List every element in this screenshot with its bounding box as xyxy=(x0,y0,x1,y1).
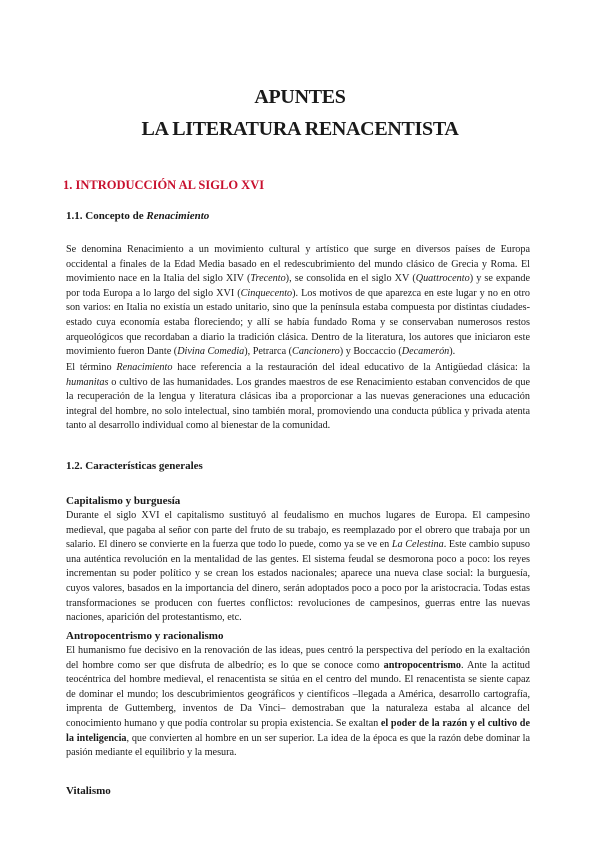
text-run-italic: La Celestina xyxy=(391,539,444,551)
paragraph-renacimiento-definicion xyxy=(66,243,530,360)
text-run-italic: Trecento xyxy=(250,273,286,285)
text-run: . Este cambio supuso una auténtica revolución en la mentalidad de las gentes. El sistema feudal se desmorona poco a poco: los reyes incrementan su poder político y se crean los estados nacionales; aparece una nueva clase social: la burguesía, cuyos valores, basados en la importancia del dinero, serán adoptados poco a poco por la aristocracia. Todas estas transformaciones se producen con fuertes conflictos: revoluciones de campesinos, guerras entre las nuevas naciones, aparición del protestantismo, etc. xyxy=(66,539,530,624)
text-run-italic: Divina Comedia xyxy=(177,346,245,358)
section-heading-introduccion: 1. INTRODUCCIÓN AL SIGLO XVI xyxy=(63,178,265,192)
subsection-heading-italic: Renacimiento xyxy=(146,210,210,222)
text-run: Se denomina Renacimiento a un movimiento cultural y artístico que surge en diversos países de Europa occidental a finales de la Edad Media basado en el redescubrimiento del mundo clásico de Grecia y Roma. El movimiento nace en la Italia del siglo XIV ( xyxy=(66,244,530,285)
document-title-line2: LA LITERATURA RENACENTISTA xyxy=(141,118,459,140)
heading-antropocentrismo: Antropocentrismo y racionalismo xyxy=(66,630,224,642)
text-run-italic: humanitas xyxy=(66,376,109,388)
text-run: El humanismo fue decisivo en la renovación de las ideas, pues centró la perspectiva del período en la exaltación del hombre como ser que disfruta de albedrío; es lo que se conoce como xyxy=(66,645,530,671)
text-run-bold: antropocentrismo xyxy=(383,659,461,671)
text-run: ) y se expande por toda Europa a lo largo del siglo XVI ( xyxy=(66,273,530,299)
text-run-italic: Cinquecento xyxy=(240,287,293,299)
text-run: ). xyxy=(449,346,456,358)
paragraph-antropocentrismo xyxy=(66,644,530,761)
heading-vitalismo: Vitalismo xyxy=(66,785,111,797)
text-run: ), Petrarca ( xyxy=(244,346,293,358)
heading-capitalismo: Capitalismo y burguesía xyxy=(66,495,181,507)
text-run: ), se consolida en el siglo XV ( xyxy=(285,273,416,285)
text-run: o cultivo de las humanidades. Los grandes maestros de ese Renacimiento estaban convencidos de que la recuperación de la lengua y literatura clásicas iba a proporcionar a las nuevas generaciones una educación integral del hombre, no solo intelectual, sino también moral, promoviendo una conducta pública y privada atenta tanto al desarrollo individual como al bienestar de la comunidad. xyxy=(66,376,530,432)
text-run: El término xyxy=(66,362,117,373)
text-run: ) y Boccaccio ( xyxy=(339,346,402,358)
text-run-italic: Cancionero xyxy=(292,346,340,358)
paragraph-capitalismo xyxy=(66,509,530,626)
subsection-heading-caracteristicas: 1.2. Características generales xyxy=(66,460,203,472)
text-run: . Ante la actitud teocéntrica del hombre medieval, el renacentista se sitúa en el centro del mundo. El renacentista se siente capaz de dominar el mundo; los descubrimientos geográficos y científicos –llegada a América, desarrollo cartografía, imprenta de Guttemberg, inventos de Da Vinci– demostraban que la naturaleza estaba al alcance del conocimiento humano y que podía controlar su propia existencia. Se exaltan xyxy=(66,659,530,729)
text-run: hace referencia a la restauración del ideal educativo de la Antigüedad clásica: la xyxy=(172,362,530,373)
text-run: ). Los motivos de que aparezca en este lugar y no en otro son varios: en Italia no existía un estado unitario, sino que la península estaba compuesta por distintas ciudades-estado cuya economía estaba floreciendo; y allí se había fundado Roma y se conservaban numerosos restos arqueológicos que recordaban a diario la tradición clásica. Dentro de la literatura, los autores que iniciaron este movimiento fueron Dante ( xyxy=(66,287,530,358)
document-title-line1: APUNTES xyxy=(254,86,346,108)
text-run-italic: Renacimiento xyxy=(116,362,173,373)
text-run-italic: Quattrocento xyxy=(415,273,470,285)
paragraph-termino-renacimiento xyxy=(66,361,530,434)
text-run: , que convierten al hombre en un ser superior. La idea de la época es que la razón debe dominar la pasión mediante el equilibrio y la mesura. xyxy=(66,732,530,759)
text-run-italic: Decamerón xyxy=(401,346,450,358)
subsection-heading-prefix: 1.1. Concepto de xyxy=(66,210,147,222)
subsection-heading-concepto xyxy=(66,210,209,222)
text-run-bold: el poder de la razón y el cultivo de la inteligencia xyxy=(66,717,530,744)
text-run: Durante el siglo XVI el capitalismo sustituyó al feudalismo en muchos lugares de Europa. El campesino medieval, que pagaba al señor con parte del fruto de su trabajo, es reemplazado por el obrero que trabaja por un salario. El dinero se convierte en la fuerza que todo lo puede, como ya se ve en xyxy=(66,510,530,551)
